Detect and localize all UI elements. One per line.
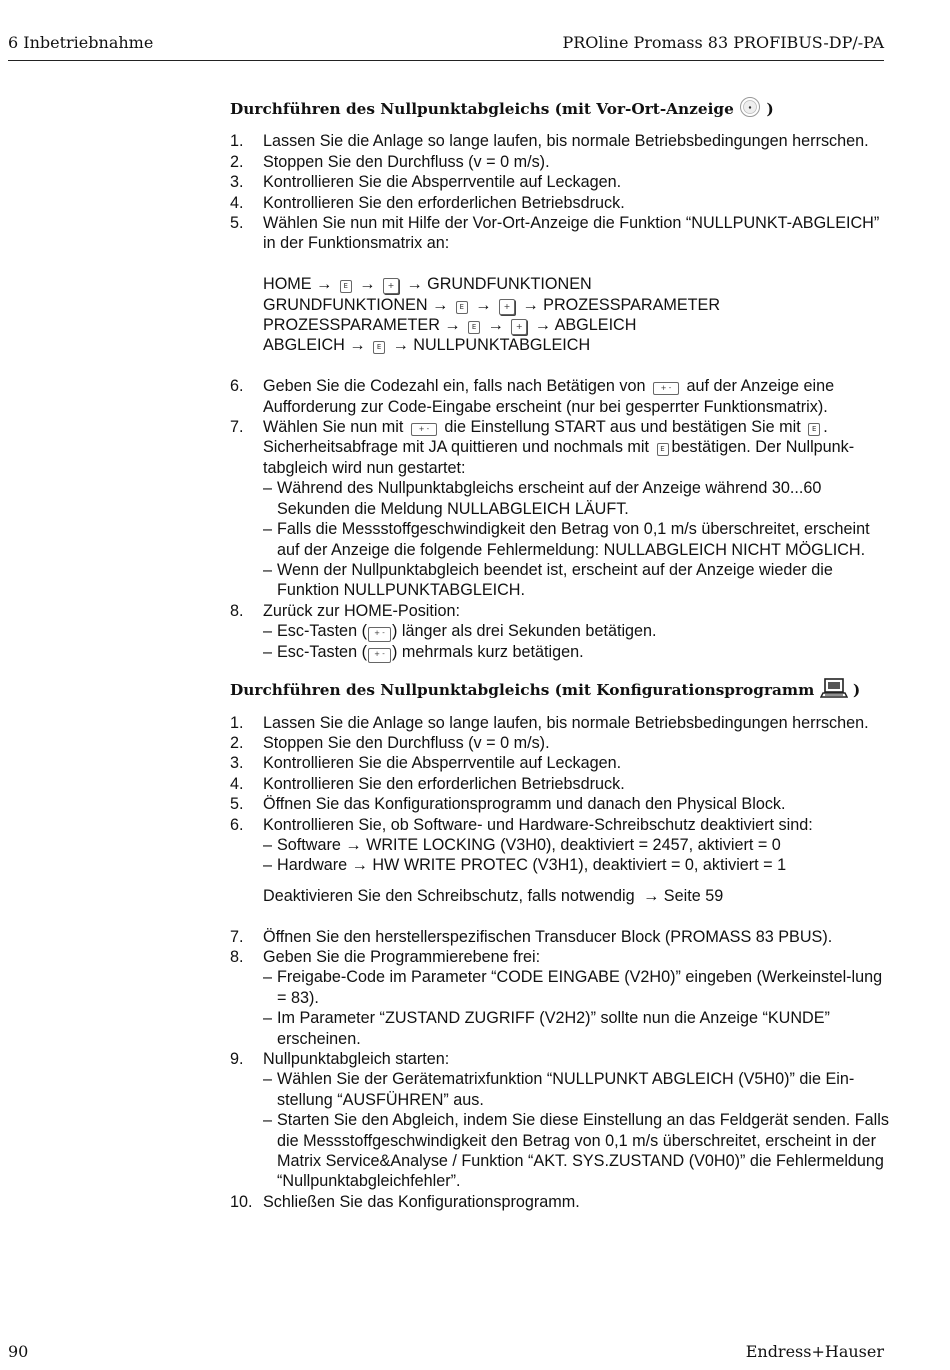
- write-protection-note: Deaktivieren Sie den Schreibschutz, falls notwendig → Seite 59: [263, 886, 724, 905]
- list-item: 10. Schließen Sie das Konfigurationsprogramm.: [230, 1192, 580, 1211]
- page-number: 90: [8, 1342, 29, 1361]
- list-item: 3. Kontrollieren Sie die Absperrventile auf Leckagen.: [230, 173, 622, 192]
- list-item: 5. Wählen Sie nun mit Hilfe der Vor-Ort-Anzeige die Funktion “NULLPUNKT-ABGLEICH” in der Funktionsmatrix an: HOME → E → + → GRUNDFUNKTIONEN GRUNDFUNKTIONEN → E → + → PROZESSPARAMETER PROZESSPARAMETER → E → + → ABGLEICH ABGLEICH → E → NULLPUNKTABGLEICH: [230, 213, 890, 376]
- list-item: 4. Kontrollieren Sie den erforderlichen Betriebsdruck.: [230, 774, 625, 793]
- page-header: [8, 30, 884, 61]
- product-title: PROline Promass 83 PROFIBUS-DP/-PA: [562, 33, 884, 52]
- enter-key-icon: E: [468, 321, 480, 334]
- list-item: 8. Geben Sie die Programmierebene frei: – Freigabe-Code im Parameter “CODE EINGABE (V2H0)” eingeben (Werkeinstel-lung = 83). – Im Parameter “ZUSTAND ZUGRIFF (V2H2)” sollte nun die Anzeige “KUNDE” erscheinen.: [230, 947, 890, 1049]
- list-item: 2. Stoppen Sie den Durchfluss (v = 0 m/s).: [230, 733, 550, 752]
- plus-minus-keys-icon: + -: [411, 423, 437, 436]
- plus-key-icon: +: [499, 299, 515, 315]
- list-item: 7. Öffnen Sie den herstellerspezifischen Transducer Block (PROMASS 83 PBUS).: [230, 927, 833, 946]
- sub-item: – Hardware → HW WRITE PROTEC (V3H1), deaktiviert = 0, aktiviert = 1: [263, 856, 787, 875]
- list-item: 5. Öffnen Sie das Konfigurationsprogramm und danach den Physical Block.: [230, 795, 786, 814]
- section-heading-close: ): [852, 681, 861, 700]
- sub-item: – Wenn der Nullpunktabgleich beendet ist, erscheint auf der Anzeige wieder die Funktion NULLPUNKTABGLEICH.: [263, 560, 833, 600]
- esc-keys-icon: + -: [368, 648, 391, 663]
- main-content: [230, 96, 890, 1212]
- list-item: 6. Kontrollieren Sie, ob Software- und Hardware-Schreibschutz deaktiviert sind: – Software → WRITE LOCKING (V3H0), deaktiviert = 2457, aktiviert = 0 – Hardware → HW WRITE PROTEC (V3H1), deaktiviert = 0, aktiviert = 1 Deaktivieren Sie den Schreibschutz, falls notwendig → Seite 59: [230, 815, 890, 927]
- sub-item: – Starten Sie den Abgleich, indem Sie diese Einstellung an das Feldgerät senden. Falls die Messstoffgeschwindigkeit den Betrag von 0,1 m/s überschreitet, erscheint in der Matrix Service&Analyse / Funktion “AKT. SYS.ZUSTAND (V0H0)” die Fehlermeldung “Nullpunktabgleichfehler”.: [263, 1111, 889, 1191]
- section-heading-local-display: [230, 96, 890, 123]
- sub-item: – Falls die Messstoffgeschwindigkeit den Betrag von 0,1 m/s überschreitet, erscheint auf der Anzeige die folgende Fehlermeldung: NULLABGLEICH NICHT MÖGLICH.: [263, 520, 870, 559]
- brand-logo-text: Endress+Hauser: [745, 1342, 884, 1361]
- list-item: 6. Geben Sie die Codezahl ein, falls nach Betätigen von + - auf der Anzeige eine Aufforderung zur Code-Eingabe erscheint (nur bei gesperrter Funktionsmatrix).: [230, 377, 835, 416]
- local-display-icon: [739, 96, 761, 123]
- plus-key-icon: +: [511, 319, 527, 335]
- sub-item: – Esc-Tasten ( + - ) mehrmals kurz betätigen.: [263, 643, 584, 662]
- list-item: 8. Zurück zur HOME-Position: – Esc-Tasten ( + - ) länger als drei Sekunden betätigen. – Esc-Tasten ( + - ) mehrmals kurz betätigen.: [230, 601, 890, 663]
- enter-key-icon: E: [808, 423, 820, 436]
- sub-item: – Während des Nullpunktabgleichs erscheint auf der Anzeige während 30...60 Sekunden die Meldung NULLABGLEICH LÄUFT.: [263, 479, 822, 518]
- enter-key-icon: E: [340, 280, 352, 293]
- list-item: 3. Kontrollieren Sie die Absperrventile auf Leckagen.: [230, 754, 622, 773]
- list-item: 9. Nullpunktabgleich starten: – Wählen Sie der Gerätematrixfunktion “NULLPUNKT ABGLEICH (V5H0)” die Ein-stellung “AUSFÜHREN” aus. – Starten Sie den Abgleich, indem Sie diese Einstellung an das Feldgerät senden. Falls die Messstoffgeschwindigkeit den Betrag von 0,1 m/s überschreitet, erscheint in der Matrix Service&Analyse / Funktion “AKT. SYS.ZUSTAND (V0H0)” die Fehlermeldung “Nullpunktabgleichfehler”.: [230, 1050, 889, 1191]
- section-heading-text: Durchführen des Nullpunktabgleichs (mit Vor-Ort-Anzeige: [230, 100, 734, 118]
- navigation-path-line: HOME → E → + → GRUNDFUNKTIONEN: [263, 275, 592, 294]
- section-heading-config-program: [230, 677, 890, 704]
- section-heading-text: Durchführen des Nullpunktabgleichs (mit Konfigurationsprogramm: [230, 681, 815, 700]
- section-heading-close: ): [766, 100, 774, 118]
- navigation-path-line: PROZESSPARAMETER → E → + → ABGLEICH: [263, 316, 637, 335]
- navigation-path-line: ABGLEICH → E → NULLPUNKTABGLEICH: [263, 336, 591, 355]
- enter-key-icon: E: [456, 301, 468, 314]
- navigation-path-line: GRUNDFUNKTIONEN → E → + → PROZESSPARAMETER: [263, 295, 721, 314]
- local-display-steps: [230, 131, 890, 663]
- laptop-icon: [820, 677, 848, 704]
- list-item: 1. Lassen Sie die Anlage so lange laufen, bis normale Betriebsbedingungen herrschen.: [230, 132, 869, 151]
- list-item: 1. Lassen Sie die Anlage so lange laufen, bis normale Betriebsbedingungen herrschen.: [230, 713, 869, 732]
- list-item: 7. Wählen Sie nun mit + - die Einstellung START aus und bestätigen Sie mit E . Sicherheitsabfrage mit JA quittieren und nochmals mit E bestätigen. Der Nullpunk-tabgleich wird nun gestartet: – Während des Nullpunktabgleichs erscheint auf der Anzeige während 30...60 Sekunden die Meldung NULLABGLEICH LÄUFT. – Falls die Messstoffgeschwindigkeit den Betrag von 0,1 m/s überschreitet, erscheint auf der Anzeige die folgende Fehlermeldung: NULLABGLEICH NICHT MÖGLICH. – Wenn der Nullpunktabgleich beendet ist, erscheint auf der Anzeige wieder die Funktion NULLPUNKTABGLEICH.: [230, 417, 890, 601]
- page-reference-link[interactable]: → Seite 59: [643, 886, 724, 905]
- sub-item: – Im Parameter “ZUSTAND ZUGRIFF (V2H2)” sollte nun die Anzeige “KUNDE” erscheinen.: [263, 1009, 830, 1048]
- esc-keys-icon: + -: [368, 627, 391, 642]
- sub-item: – Software → WRITE LOCKING (V3H0), deaktiviert = 2457, aktiviert = 0: [263, 835, 781, 854]
- list-item: 2. Stoppen Sie den Durchfluss (v = 0 m/s).: [230, 152, 550, 171]
- enter-key-icon: E: [373, 341, 385, 354]
- plus-key-icon: +: [383, 278, 399, 294]
- sub-item: – Esc-Tasten ( + - ) länger als drei Sekunden betätigen.: [263, 622, 657, 641]
- sub-item: – Freigabe-Code im Parameter “CODE EINGABE (V2H0)” eingeben (Werkeinstel-lung = 83).: [263, 968, 883, 1007]
- plus-minus-keys-icon: + -: [653, 382, 679, 395]
- enter-key-icon: E: [657, 443, 669, 456]
- chapter-title: 6 Inbetriebnahme: [8, 33, 154, 52]
- sub-item: – Wählen Sie der Gerätematrixfunktion “NULLPUNKT ABGLEICH (V5H0)” die Ein-stellung “AUSFÜHREN” aus.: [263, 1070, 855, 1109]
- list-item: 4. Kontrollieren Sie den erforderlichen Betriebsdruck.: [230, 193, 625, 212]
- config-program-steps: [230, 713, 890, 1213]
